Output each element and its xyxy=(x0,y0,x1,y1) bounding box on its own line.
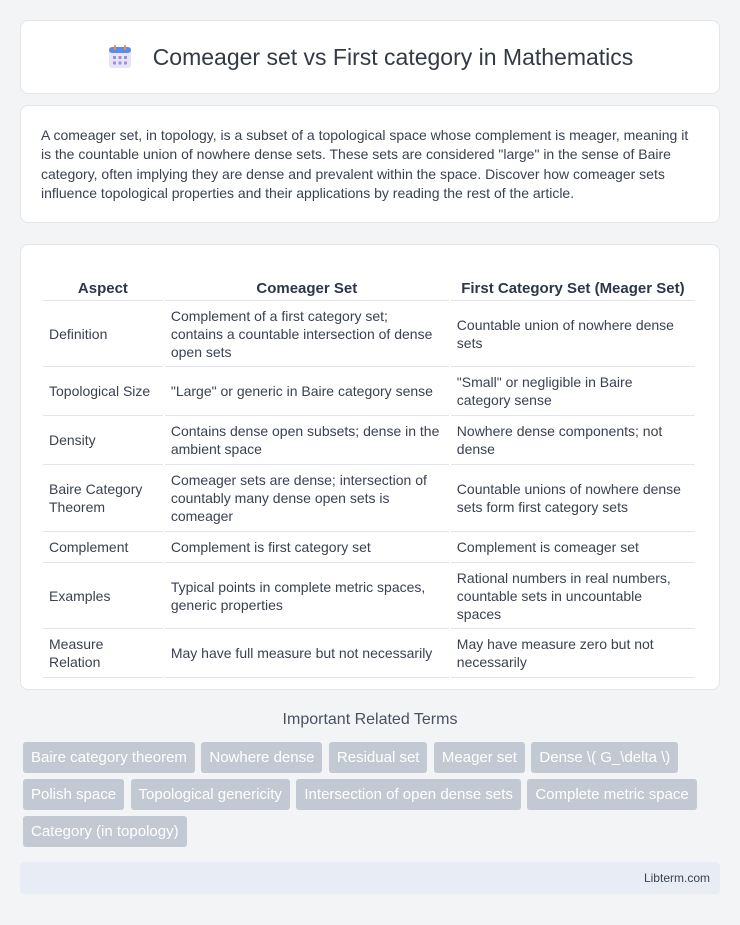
header-comeager: Comeager Set xyxy=(165,265,449,301)
cell-comeager: Contains dense open subsets; dense in the ambient space xyxy=(165,416,449,465)
table-row xyxy=(43,367,695,416)
intro-card xyxy=(20,105,720,223)
header-first-category: First Category Set (Meager Set) xyxy=(451,265,695,301)
tag-topological-genericity[interactable]: Topological genericity xyxy=(131,779,290,810)
table-header-row xyxy=(43,265,695,301)
table-row xyxy=(43,532,695,563)
table-row xyxy=(43,301,695,367)
cell-first-category: May have measure zero but not necessarily xyxy=(451,629,695,678)
cell-comeager: "Large" or generic in Baire category sense xyxy=(165,367,449,416)
table-row xyxy=(43,563,695,629)
related-terms-title: Important Related Terms xyxy=(282,711,458,728)
tag-dense-g-delta[interactable]: Dense \( G_\delta \) xyxy=(531,742,678,773)
comparison-table-card xyxy=(20,244,720,690)
table-row xyxy=(43,629,695,678)
cell-aspect: Complement xyxy=(43,532,163,563)
cell-aspect: Baire Category Theorem xyxy=(43,465,163,532)
cell-first-category: Rational numbers in real numbers, countable sets in uncountable spaces xyxy=(451,563,695,629)
footer-site-link[interactable]: Libterm.com xyxy=(643,871,710,885)
cell-first-category: "Small" or negligible in Baire category sense xyxy=(451,367,695,416)
calendar-grid-icon xyxy=(107,44,133,70)
tag-polish-space[interactable]: Polish space xyxy=(23,779,124,810)
footer xyxy=(20,862,720,894)
cell-comeager: Typical points in complete metric spaces, generic properties xyxy=(165,563,449,629)
cell-aspect: Density xyxy=(43,416,163,465)
related-terms-list xyxy=(23,742,723,853)
header-aspect: Aspect xyxy=(43,265,163,301)
cell-first-category: Complement is comeager set xyxy=(451,532,695,563)
tag-complete-metric-space[interactable]: Complete metric space xyxy=(527,779,696,810)
cell-aspect: Topological Size xyxy=(43,367,163,416)
cell-comeager: Complement is first category set xyxy=(165,532,449,563)
tag-meager-set[interactable]: Meager set xyxy=(434,742,525,773)
cell-comeager: Complement of a first category set; contains a countable intersection of dense open sets xyxy=(165,301,449,367)
cell-first-category: Countable union of nowhere dense sets xyxy=(451,301,695,367)
cell-first-category: Countable unions of nowhere dense sets form first category sets xyxy=(451,465,695,532)
tag-category-in-topology[interactable]: Category (in topology) xyxy=(23,816,187,847)
cell-aspect: Measure Relation xyxy=(43,629,163,678)
cell-aspect: Definition xyxy=(43,301,163,367)
table-row xyxy=(43,416,695,465)
cell-comeager: Comeager sets are dense; intersection of countably many dense open sets is comeager xyxy=(165,465,449,532)
tag-baire-category-theorem[interactable]: Baire category theorem xyxy=(23,742,195,773)
tag-residual-set[interactable]: Residual set xyxy=(329,742,428,773)
comparison-table xyxy=(41,265,697,678)
cell-first-category: Nowhere dense components; not dense xyxy=(451,416,695,465)
tag-nowhere-dense[interactable]: Nowhere dense xyxy=(201,742,322,773)
header-card xyxy=(20,20,720,94)
page-title: Comeager set vs First category in Mathematics xyxy=(152,43,634,70)
tag-intersection-open-dense-sets[interactable]: Intersection of open dense sets xyxy=(296,779,520,810)
cell-aspect: Examples xyxy=(43,563,163,629)
intro-paragraph: A comeager set, in topology, is a subset of a topological space whose complement is meager, meaning it is the countable union of nowhere dense sets. These sets are considered "large" in the sense of Baire category, often implying they are dense and prevalent within the space. Discover how comeager sets influence topological properties and their applications by reading the rest of the article. xyxy=(41,127,689,201)
table-row xyxy=(43,465,695,532)
cell-comeager: May have full measure but not necessarily xyxy=(165,629,449,678)
